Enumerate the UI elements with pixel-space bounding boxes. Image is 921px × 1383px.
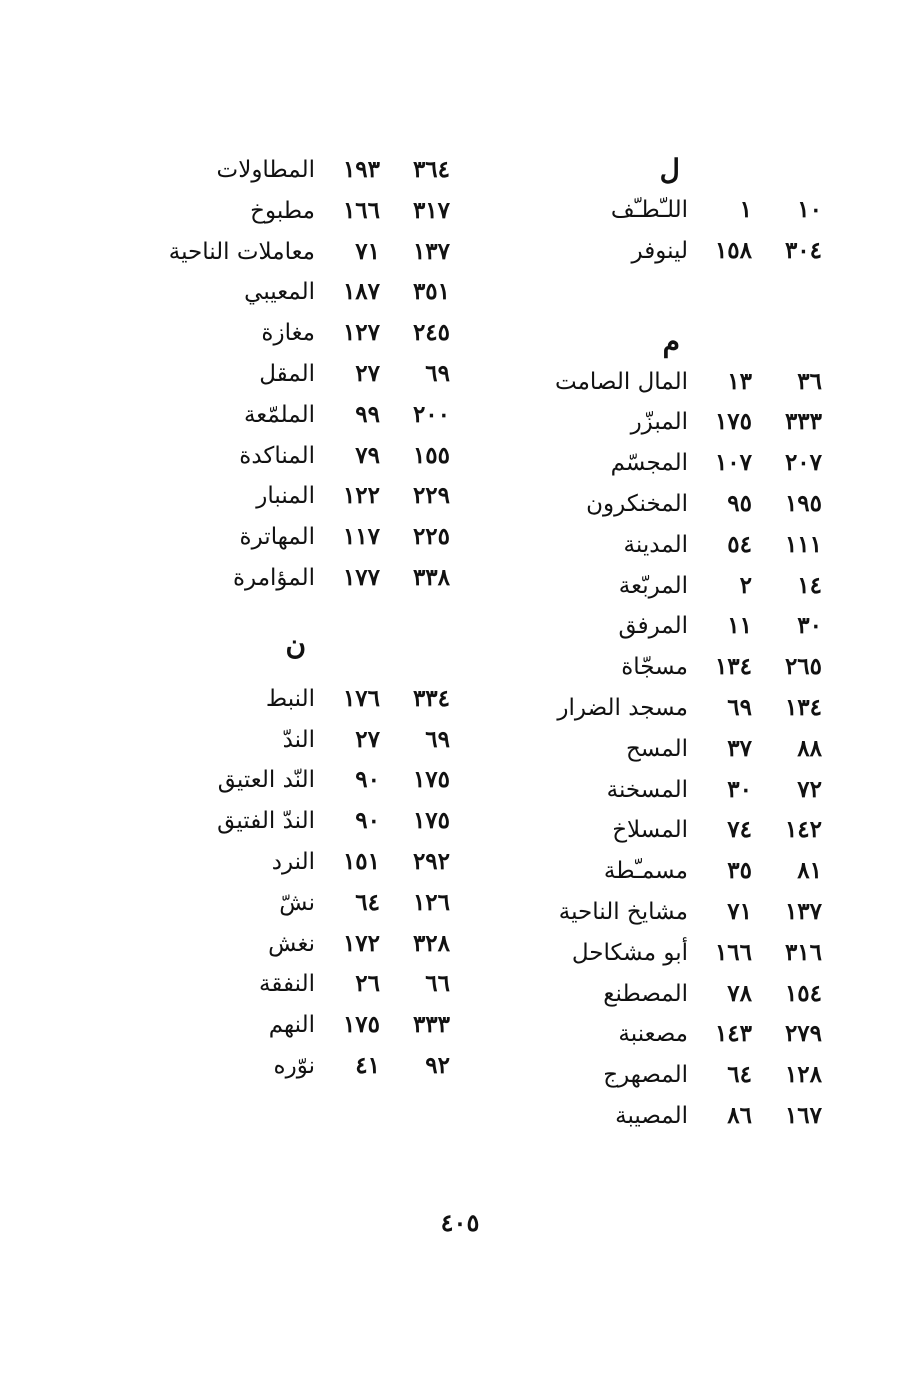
entry-term: المنبار (256, 483, 315, 510)
entry-item-number: ٢٧ (355, 725, 380, 753)
index-entry (150, 883, 460, 924)
entry-term: الندّ الفتيق (217, 808, 315, 835)
section-lam-entries (470, 190, 830, 272)
entry-term: المرفق (618, 613, 688, 640)
entry-item-number: ٩٠ (355, 766, 380, 794)
section-gap (470, 272, 830, 322)
entry-page-number: ١٣٤ (784, 693, 822, 721)
entry-item-number: ١٥٨ (714, 236, 752, 264)
index-entry (150, 1005, 460, 1046)
entry-page-number: ١٥٥ (412, 441, 450, 469)
entry-item-number: ٣٥ (727, 857, 752, 885)
entry-term: المال الصامت (555, 368, 688, 395)
entry-term: الملمّعة (243, 401, 315, 428)
entry-item-number: ٧٩ (355, 441, 380, 469)
entry-page-number: ٣٦٤ (412, 156, 450, 183)
index-entry (470, 1055, 830, 1096)
entry-item-number: ٥٤ (727, 530, 752, 558)
index-entry (470, 851, 830, 892)
entry-term: المهاترة (239, 524, 315, 551)
entry-term: مسجد الضرار (557, 694, 688, 721)
index-entry (470, 933, 830, 974)
entry-item-number: ١٩٣ (342, 156, 380, 183)
entry-page-number: ٣١٧ (412, 196, 450, 224)
entry-item-number: ١١ (727, 612, 752, 640)
entry-term: المصهرج (603, 1062, 688, 1089)
index-entry (150, 191, 460, 232)
entry-item-number: ١٧٦ (342, 684, 380, 712)
section-gap (150, 665, 460, 679)
entry-page-number: ١٩٥ (784, 489, 822, 517)
entry-term: المعيبي (244, 279, 315, 306)
entry-item-number: ١٠٧ (714, 449, 752, 477)
section-gap (150, 599, 460, 625)
entry-page-number: ١٣٧ (784, 897, 822, 925)
entry-item-number: ١٢٢ (342, 482, 380, 510)
index-entry (150, 272, 460, 313)
entry-term: المطاولات (216, 157, 315, 183)
index-entry (470, 770, 830, 811)
index-column-left (150, 150, 460, 1087)
entry-item-number: ٦٤ (355, 888, 380, 916)
entry-page-number: ٩٢ (425, 1051, 450, 1079)
entry-term: الندّ (282, 726, 315, 753)
entry-page-number: ٣٣٨ (412, 563, 450, 591)
index-entry (470, 892, 830, 933)
entry-term: النهم (268, 1012, 315, 1039)
entry-page-number: ١١١ (784, 530, 822, 558)
entry-item-number: ١٥١ (342, 847, 380, 875)
entry-page-number: ٢٧٩ (784, 1020, 822, 1048)
entry-page-number: ٣٥١ (412, 278, 450, 306)
entry-page-number: ٢٤٥ (412, 319, 450, 347)
section-mim-continued-entries (150, 150, 460, 599)
entry-item-number: ١٧٥ (714, 408, 752, 436)
entry-term: المؤامرة (232, 564, 315, 591)
index-entry (150, 354, 460, 395)
entry-term: نوّره (273, 1052, 315, 1079)
index-entry (150, 1046, 460, 1087)
index-entry (470, 729, 830, 770)
entry-item-number: ١٨٧ (342, 278, 380, 306)
entry-term: المصطنع (603, 980, 688, 1007)
index-entry (470, 647, 830, 688)
entry-item-number: ١٧٧ (342, 563, 380, 591)
entry-term: مسجّاة (621, 654, 688, 681)
index-entry (150, 558, 460, 599)
index-entry (470, 190, 830, 231)
entry-page-number: ٢٠٧ (784, 449, 822, 477)
entry-item-number: ١١٧ (342, 523, 380, 551)
entry-term: المصيبة (615, 1102, 688, 1129)
entry-item-number: ٣٧ (727, 734, 752, 762)
section-mim-entries (470, 362, 830, 1137)
entry-item-number: ٢٦ (355, 970, 380, 998)
entry-item-number: ١٦٦ (714, 938, 752, 966)
index-entry (470, 606, 830, 647)
entry-item-number: ٧٨ (727, 979, 752, 1007)
entry-term: النّد العتيق (217, 767, 315, 794)
entry-page-number: ١٢٦ (412, 888, 450, 916)
entry-page-number: ١٤ (797, 571, 822, 599)
entry-term: لينوفر (631, 237, 688, 264)
index-entry (470, 566, 830, 607)
section-letter-mim: م (662, 324, 680, 358)
entry-page-number: ٣٠ (797, 612, 822, 640)
section-nun-entries (150, 679, 460, 1087)
entry-page-number: ٦٩ (425, 359, 450, 387)
index-entry (150, 801, 460, 842)
entry-page-number: ١٧٥ (412, 807, 450, 835)
page-number: ٤٠٥ (440, 1208, 480, 1237)
entry-item-number: ٧١ (355, 237, 380, 265)
entry-item-number: ٢ (739, 571, 752, 599)
entry-item-number: ٦٩ (727, 693, 752, 721)
index-entry (150, 842, 460, 883)
entry-term: المخنكرون (586, 490, 688, 517)
entry-term: المربّعة (618, 572, 688, 599)
entry-item-number: ١٢٧ (342, 319, 380, 347)
entry-page-number: ١٧٥ (412, 766, 450, 794)
entry-term: النرد (271, 848, 315, 875)
entry-item-number: ١ (739, 196, 752, 223)
entry-page-number: ١٠ (797, 196, 822, 223)
index-entry (150, 720, 460, 761)
entry-term: نغش (268, 930, 315, 957)
index-entry (470, 402, 830, 443)
entry-term: المبزّر (630, 409, 688, 436)
entry-term: مغازة (261, 320, 315, 347)
entry-page-number: ١٥٤ (784, 979, 822, 1007)
entry-term: المسح (625, 735, 688, 762)
entry-page-number: ٦٦ (425, 970, 450, 998)
entry-page-number: ٢٢٩ (412, 482, 450, 510)
entry-item-number: ٩٥ (727, 489, 752, 517)
entry-item-number: ٢٧ (355, 359, 380, 387)
index-entry (470, 688, 830, 729)
entry-term: مصعنبة (618, 1021, 688, 1048)
entry-page-number: ٢٠٠ (412, 400, 450, 428)
entry-term: اللـّطـّف (610, 197, 688, 223)
index-entry (150, 924, 460, 965)
entry-item-number: ١٦٦ (342, 196, 380, 224)
entry-page-number: ٨٨ (797, 734, 822, 762)
entry-term: نشّ (279, 889, 315, 916)
entry-page-number: ١٦٧ (784, 1101, 822, 1129)
entry-page-number: ٣٣٣ (412, 1011, 450, 1039)
index-entry (150, 476, 460, 517)
entry-item-number: ٣٠ (727, 775, 752, 803)
index-entry (150, 964, 460, 1005)
index-column-right (470, 150, 830, 1137)
entry-term: المدينة (623, 531, 688, 558)
entry-term: المسخنة (606, 776, 688, 803)
entry-item-number: ٨٦ (727, 1101, 752, 1129)
entry-item-number: ١٣ (727, 367, 752, 395)
entry-item-number: ٩٠ (355, 807, 380, 835)
entry-item-number: ١٤٣ (714, 1020, 752, 1048)
entry-page-number: ٧٢ (797, 775, 822, 803)
index-entry (150, 517, 460, 558)
section-letter-lam: ل (659, 153, 680, 186)
entry-term: أبو مشكاحل (571, 939, 688, 966)
entry-term: مسمـّطة (603, 858, 688, 885)
entry-item-number: ٧١ (727, 897, 752, 925)
entry-item-number: ٩٩ (355, 400, 380, 428)
entry-page-number: ٢٦٥ (784, 653, 822, 681)
index-entry (150, 679, 460, 720)
entry-item-number: ٦٤ (727, 1061, 752, 1089)
entry-page-number: ٢٢٥ (412, 523, 450, 551)
entry-term: النفقة (259, 971, 315, 998)
entry-item-number: ١٧٢ (342, 929, 380, 957)
index-entry (150, 150, 460, 191)
entry-term: مطبوخ (250, 197, 315, 224)
index-entry (470, 362, 830, 403)
index-entry (470, 231, 830, 272)
entry-term: النبط (265, 685, 315, 712)
entry-page-number: ١٢٨ (784, 1061, 822, 1089)
index-entry (150, 436, 460, 477)
index-entry (470, 484, 830, 525)
index-entry (470, 443, 830, 484)
index-entry (470, 974, 830, 1015)
entry-term: مشايخ الناحية (558, 898, 688, 925)
index-entry (150, 760, 460, 801)
index-entry (150, 232, 460, 273)
index-entry (150, 313, 460, 354)
index-entry (470, 1014, 830, 1055)
index-entry (470, 810, 830, 851)
entry-item-number: ١٧٥ (342, 1011, 380, 1039)
entry-term: المناكدة (239, 442, 315, 469)
entry-item-number: ٤١ (355, 1051, 380, 1079)
entry-page-number: ١٤٢ (784, 816, 822, 844)
entry-page-number: ٦٩ (425, 725, 450, 753)
entry-page-number: ٢٩٢ (412, 847, 450, 875)
entry-term: معاملات الناحية (168, 238, 315, 265)
entry-term: المقل (259, 360, 315, 387)
section-letter-nun: ن (285, 627, 306, 661)
entry-page-number: ٣٠٤ (784, 236, 822, 264)
entry-item-number: ٧٤ (727, 816, 752, 844)
entry-page-number: ٣١٦ (784, 938, 822, 966)
entry-page-number: ٣٣٣ (784, 408, 822, 436)
entry-page-number: ١٣٧ (412, 237, 450, 265)
index-entry (150, 395, 460, 436)
entry-item-number: ١٣٤ (714, 653, 752, 681)
index-entry (470, 525, 830, 566)
entry-page-number: ٣٦ (797, 367, 822, 395)
entry-page-number: ٨١ (797, 857, 822, 885)
entry-term: المجسّم (610, 450, 688, 477)
index-entry (470, 1096, 830, 1137)
entry-page-number: ٣٣٤ (412, 684, 450, 712)
entry-term: المسلاخ (612, 817, 688, 844)
entry-page-number: ٣٢٨ (412, 929, 450, 957)
